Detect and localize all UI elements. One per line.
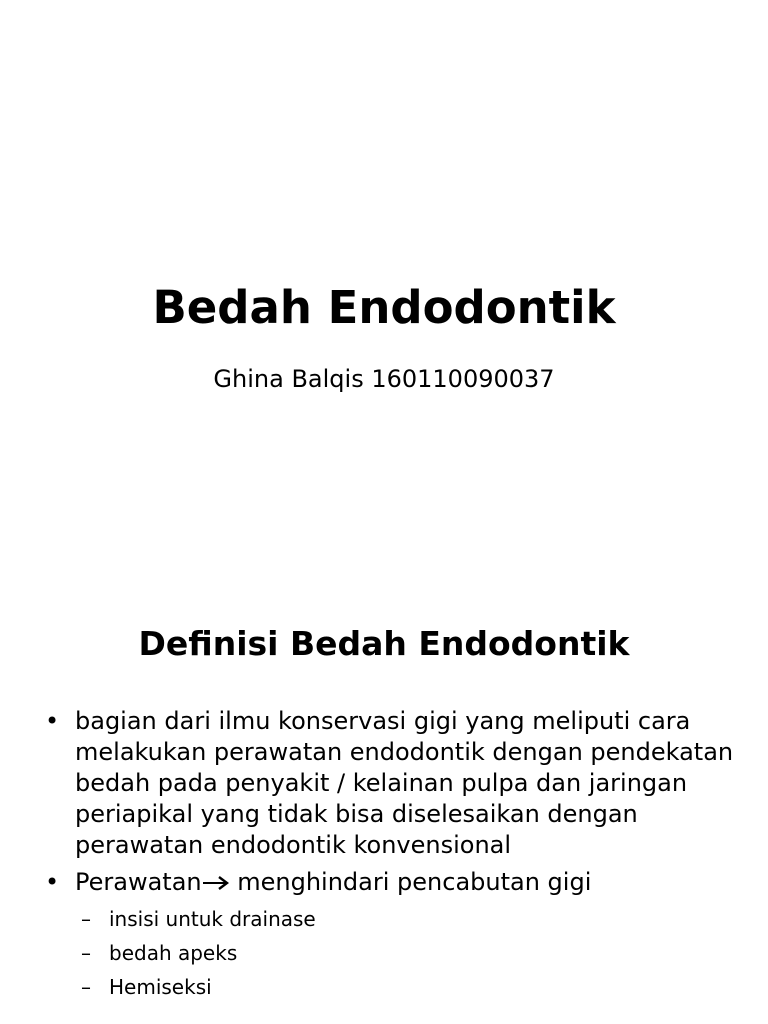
- bullet-item-definition: [45, 706, 745, 861]
- sub-item-text: bedah apeks: [109, 941, 238, 965]
- definition-slide: [0, 576, 768, 1024]
- bullet-text-prefix: Perawatan: [75, 868, 202, 896]
- bullet-item-treatment: [45, 867, 745, 1004]
- bullet-list: [45, 706, 745, 1010]
- sub-item: [75, 902, 745, 936]
- bullet-text-suffix: menghindari pencabutan gigi: [229, 868, 592, 896]
- dash-icon: –: [81, 907, 91, 931]
- dash-icon: –: [81, 975, 91, 999]
- sub-item: [75, 936, 745, 970]
- bullet-icon: •: [45, 868, 60, 896]
- sub-bullet-list: [75, 902, 745, 1004]
- bullet-icon: •: [45, 707, 60, 735]
- sub-item: [75, 970, 745, 1004]
- sub-item-text: insisi untuk drainase: [109, 907, 316, 931]
- presentation-title: Bedah Endodontik: [152, 281, 616, 334]
- arrow-right-icon: [202, 876, 230, 890]
- presentation-subtitle: Ghina Balqis 160110090037: [213, 365, 555, 393]
- bullet-text: bagian dari ilmu konservasi gigi yang meliputi cara melakukan perawatan endodontik dengan pendekatan bedah pada penyakit / kelainan pulpa dan jaringan periapikal yang tidak bisa diselesaikan dengan perawatan endodontik konvensional: [75, 707, 734, 859]
- slide-title: Definisi Bedah Endodontik: [138, 624, 630, 663]
- sub-item-text: Hemiseksi: [109, 975, 212, 999]
- dash-icon: –: [81, 941, 91, 965]
